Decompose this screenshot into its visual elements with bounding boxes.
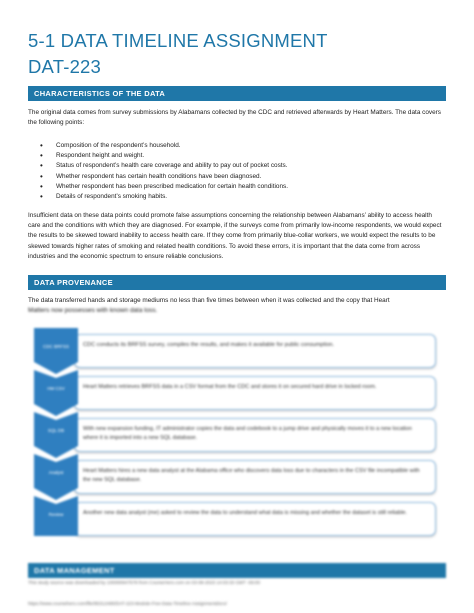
list-item: • Whether respondent has been prescribed medication for certain health conditions.	[40, 182, 440, 192]
timeline-step-text: Heart Matters retrieves BRFSS data in a CSV format from the CDC and stores it on secured hard drive in locked room.	[83, 384, 377, 390]
timeline-step-label: Review	[48, 512, 64, 517]
timeline-step	[34, 502, 438, 536]
section-heading-management: DATA MANAGEMENT	[28, 563, 446, 578]
section-heading-characteristics: CHARACTERISTICS OF THE DATA	[28, 86, 446, 101]
list-item: • Composition of the respondent’s household.	[40, 141, 440, 151]
timeline-step-text: CDC conducts its BRFSS survey, compiles the results, and makes it available for public consumption.	[83, 342, 335, 348]
data-points-list	[40, 141, 440, 202]
timeline-step-box	[74, 334, 436, 368]
timeline-step	[34, 376, 438, 410]
timeline-step-box	[74, 376, 436, 410]
characteristics-intro: The original data comes from survey submissions by Alabamans collected by the CDC and retrieved afterwards by Heart Matters. The data covers the following points:	[28, 109, 441, 127]
list-item: • Details of respondent’s smoking habits.	[40, 192, 440, 202]
provenance-intro: The data transferred hands and storage mediums no less than five times between when it was collected and the copy that Heart	[28, 297, 390, 304]
timeline-step-label: Analyst	[48, 470, 64, 475]
section-heading-provenance: DATA PROVENANCE	[28, 275, 446, 290]
source-url[interactable]: https://www.coursehero.com/file/85312485/DAT-223-Module-Five-Data-Timeline-Assignmentdocx/	[28, 601, 227, 606]
timeline-step	[34, 334, 438, 368]
timeline-step	[34, 460, 438, 494]
list-item: • Respondent height and weight.	[40, 151, 440, 161]
document-title: 5-1 DATA TIMELINE ASSIGNMENT	[28, 30, 328, 51]
timeline-step-box	[74, 460, 436, 494]
timeline-step-text: With new expansion funding, IT administrator copies the data and codebook to a jump drive and physically moves it to a new location where it is imported into a new SQL database.	[83, 426, 412, 441]
characteristics-body: Insufficient data on these data points could promote false assumptions concerning the relationship between Alabamans’ ability to access health care and the conditions with which they are diagnosed. For example, if the surveys come from primarily low-income respondents, we would expect the results to be skewed toward inability to access health care. If they come from primarily blue-collar workers, we would expect the results to be skewed towards higher rates of smoking and related health conditions. To avoid these errors, it is important that the data come from across industries and the economic spectrum to ensure reliable conclusions.	[28, 212, 442, 260]
provenance-intro-continued: Matters now possesses with known data loss.	[28, 307, 158, 314]
course-code: DAT-223	[28, 56, 102, 77]
timeline-step-label: SQL DB	[47, 428, 65, 433]
chevron-arrow-icon	[34, 454, 78, 500]
timeline-step-box	[74, 502, 436, 536]
chevron-arrow-icon	[34, 328, 78, 374]
list-item: • Status of respondent’s health care coverage and ability to pay out of pocket costs.	[40, 161, 440, 171]
timeline-step	[34, 418, 438, 452]
list-item: • Whether respondent has certain health conditions have been diagnosed.	[40, 172, 440, 182]
chevron-arrow-icon	[34, 370, 78, 416]
timeline-step-text: Another new data analyst (me) asked to review the data to understand what data is missing and whether the dataset is still reliable.	[83, 510, 407, 516]
chevron-arrow-icon	[34, 496, 78, 542]
timeline-step-label: CDC BRFSS	[42, 344, 69, 349]
timeline-step-box	[74, 418, 436, 452]
chevron-arrow-icon	[34, 412, 78, 458]
timeline-step-text: Heart Matters hires a new data analyst at the Alabama office who discovers data loss due to characters in the CSV file incompatible with the new SQL database.	[83, 468, 420, 483]
download-notice: This study source was downloaded by 100000847578 from CourseHero.com on 03-08-2023 14:03:33 GMT -06:00	[28, 580, 261, 585]
timeline-step-label: HM CSV	[47, 386, 65, 391]
